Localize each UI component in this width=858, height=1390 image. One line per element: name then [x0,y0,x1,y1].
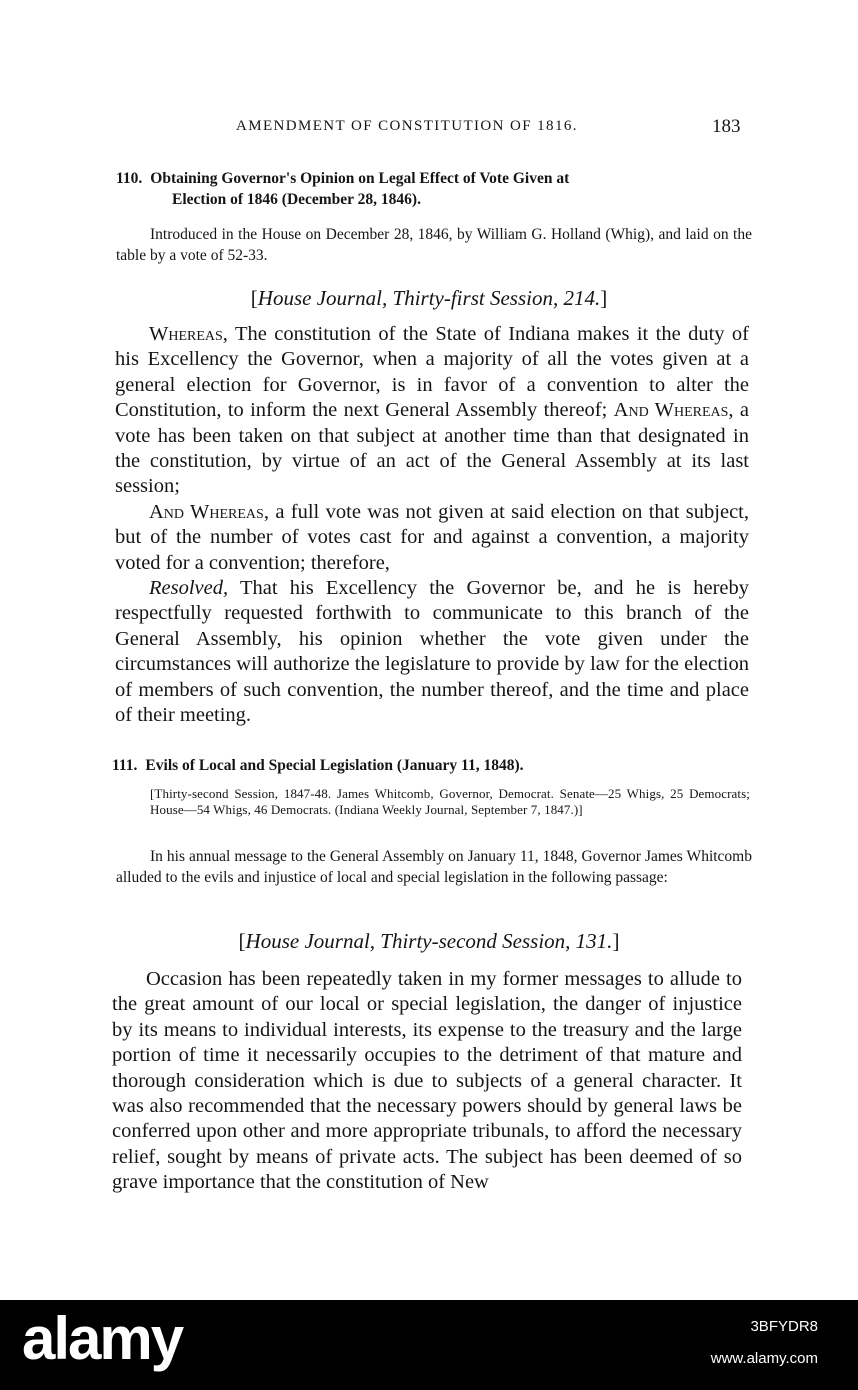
section-110-heading-line1: Obtaining Governor's Opinion on Legal Effect of Vote Given at [150,170,570,187]
section-111-number: 111. [112,757,138,774]
alamy-logo: alamy [22,1305,183,1372]
whereas-paragraph-2: And Whereas, a full vote was not given at said election on that subject, but of the number of votes cast for and against a convention, a majority voted for a convention; therefore, [115,500,749,574]
section-111-heading [112,755,752,776]
page-number: 183 [712,116,741,137]
section-110-number: 110. [116,170,143,187]
image-id: 3BFYDR8 [750,1318,818,1335]
watermark-url: www.alamy.com [710,1350,818,1367]
section-110-intro: Introduced in the House on December 28, 1846, by William G. Holland (Whig), and laid on the table by a vote of 52-33. [116,226,752,264]
section-110-heading-line2: Election of 1846 (December 28, 1846). [172,191,421,208]
watermark-banner [0,1300,858,1390]
section-111-heading-text: Evils of Local and Special Legislation (January 11, 1848). [145,757,524,774]
section-111-intro: In his annual message to the General Assembly on January 11, 1848, Governor James Whitcomb alluded to the evils and injustice of local and special legislation in the following passage: [116,848,752,886]
section-111-body [112,967,742,1196]
running-title: AMENDMENT OF CONSTITUTION OF 1816. [236,118,578,134]
section-111-note: [Thirty-second Session, 1847-48. James Whitcomb, Governor, Democrat. Senate—25 Whigs, 25 Democrats; House—54 Whigs, 46 Democrats. (Indiana Weekly Journal, September 7, 1847.)] [150,786,750,817]
section-110-heading [116,168,756,210]
running-head [0,118,858,144]
section-110-body [115,322,749,729]
whereas-paragraph-1: Whereas, The constitution of the State of Indiana makes it the duty of his Excellency the Governor, when a majority of all the votes given at a general election for Governor, is in favor of a convention to alter the Constitution, to inform the next General Assembly thereof; And Whereas, a vote has been taken on that subject at another time than that designated in the constitution, by virtue of an act of the General Assembly at its last session; [115,323,749,498]
section-111-citation: [House Journal, Thirty-second Session, 131.] [238,929,620,953]
resolved-paragraph: Resolved, That his Excellency the Governor be, and he is hereby respectfully requested forthwith to communicate to this branch of the General Assembly, his opinion whether the vote given under the circumstances will authorize the legislature to provide by law for the election of members of such convention, the number thereof, and the time and place of their meeting. [115,577,749,727]
section-110-citation: [House Journal, Thirty-first Session, 214.] [250,286,608,310]
message-paragraph: Occasion has been repeatedly taken in my former messages to allude to the great amount of our local or special legislation, the danger of injustice by its means to individual interests, its expense to the treasury and the large portion of time it necessarily occupies to the detriment of that mature and thorough consideration which is due to subjects of a general character. It was also recommended that the necessary powers should by general laws be conferred upon other and more appropriate tribunals, to afford the necessary relief, sought by means of private acts. The subject has been deemed of so grave importance that the constitution of New [112,968,742,1194]
